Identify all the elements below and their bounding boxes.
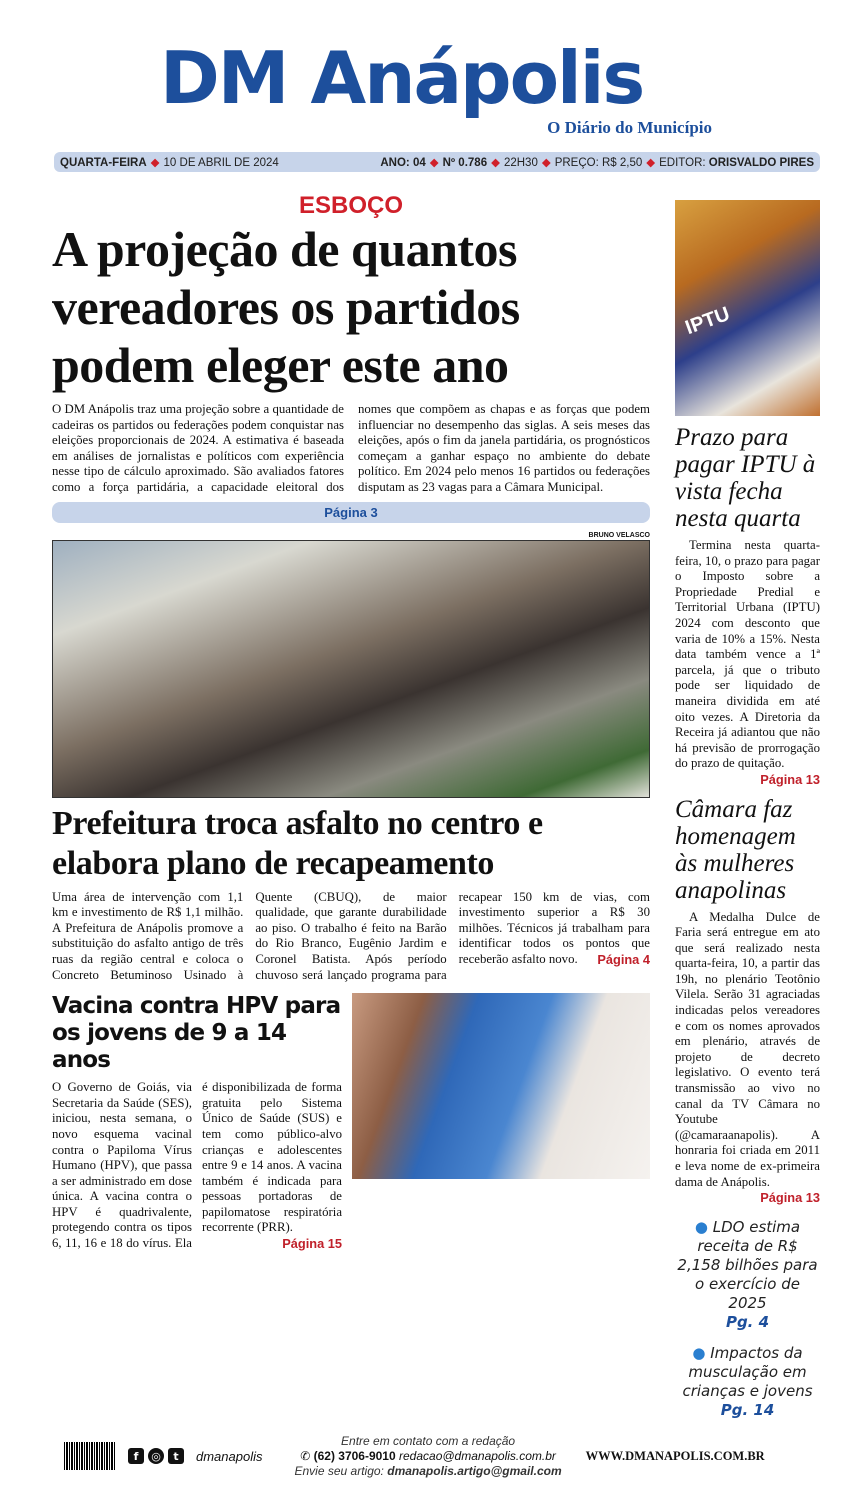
iptu-body [675,538,820,788]
year: ANO: 04 [380,157,426,169]
hpv-headline: Vacina contra HPV para os jovens de 9 a 14 anos [52,993,341,1074]
vaccine-photo [352,993,650,1179]
time: 22H30 [503,157,538,169]
asphalt-text: Uma área de intervenção com 1,1 km e investimento de R$ 1,1 milhão. A Prefeitura de Anápolis promove a substituição do asfalto antigo de três ruas da região central e coloca o Concreto Betuminoso Usinado à Quente (CBUQ), de maior qualidade, que garante durabilidade ao piso. O trabalho é feito na Barão do Rio Branco, Eugênio Jardim e Coronel Batista. Após período chuvoso será lançado programa para recapear 150 km de vias, com investimento superior a R$ 30 milhões. Técnicos já trabalham para identificar todos os pontos que receberão asfalto novo. [52,889,650,982]
footer [0,1420,860,1491]
hpv-page-link[interactable]: Página 15 [282,1236,342,1252]
twitter-icon[interactable]: t [168,1448,184,1464]
hpv-row [52,993,650,1252]
info-bar: QUARTA-FEIRA ◆ 10 DE ABRIL DE 2024 ANO: 04 ◆ Nº 0.786 ◆ 22H30 ◆ PREÇO: R$ 2,50 ◆ EDITOR: ORISVALDO PIRES [54,152,820,172]
article-email[interactable]: dmanapolis.artigo@gmail.com [387,1463,562,1478]
lead-headline: A projeção de quantos vereadores os partidos podem eleger este ano [52,221,520,393]
header [0,0,860,182]
issue-number: Nº 0.786 [442,157,488,169]
lead-body: O DM Anápolis traz uma projeção sobre a quantidade de cadeiras os partidos ou federações podem conquistar nas eleições proporcionais de 2024. A estimativa é baseada em análises de jornalistas e políticos com experiência nesse tipo de cálculo aproximado. São avaliados fatores como a força partidária, a capacidade eleitoral dos nomes que compõem as chapas e as forças que podem influenciar no desempenho das siglas. A seis meses das eleições, após o fim da janela partidária, os prognósticos começam a ganhar espaço no ambiente do debate político. Em 2024 pelo menos 16 partidos ou federações disputam as 23 vagas para a Câmara Municipal. [52,402,650,494]
right-column [675,192,820,1420]
asphalt-headline: Prefeitura troca asfalto no centro e elabora plano de recapeamento [52,804,543,882]
editor-label: EDITOR: [659,157,706,169]
whatsapp-icon: ✆ [300,1448,311,1463]
email[interactable]: redacao@dmanapolis.com.br [399,1448,556,1463]
weekday: QUARTA-FEIRA [60,157,147,169]
editor: ORISVALDO PIRES [708,157,814,169]
iptu-photo [675,200,820,416]
camara-headline: Câmara faz homenagem às mulheres anapolinas [675,795,796,904]
iptu-headline: Prazo para pagar IPTU à vista fecha nesta quarta [675,424,816,532]
phone: (62) 3706-9010 [313,1448,396,1463]
facebook-icon[interactable]: f [128,1448,144,1464]
masthead-subtitle: O Diário do Município [547,118,712,137]
masthead-logo [160,38,720,138]
main-column [52,192,650,1252]
contact-line [295,1449,562,1464]
price-label: PREÇO: [554,157,599,169]
social-handle: dmanapolis [196,1448,263,1464]
lead-kicker: ESBOÇO [298,192,403,219]
brief-text: LDO estima receita de R$ 2,158 bilhões para o exercício de 2025 [677,1217,818,1312]
masthead-title: DM Anápolis [160,36,644,120]
asphalt-page-link[interactable]: Página 4 [597,951,650,967]
barcode [64,1442,116,1470]
bullet-icon: ● [692,1343,706,1362]
hpv-article [52,993,342,1252]
brief-musculacao[interactable] [675,1344,820,1420]
content [0,182,860,1420]
hpv-text: O Governo de Goiás, via Secretaria da Saúde (SES), iniciou, nesta semana, o novo esquema vacinal contra o Papiloma Vírus Humano (HPV), que passa a ser administrado em dose única. A vacina contra o HPV é quadrivalente, protegendo contra os tipos 6, 11, 16 e 18 do vírus. Ela é disponibilizada de forma gratuita pelo Sistema Único de Saúde (SUS) e tem como público-alvo crianças e adolescentes entre 9 e 14 anos. A vacina também é indicada para pessoas portadoras de papilomatose respiratória recorrente (PRR). [52,1080,342,1251]
camara-page-link[interactable]: Página 13 [760,1190,820,1206]
brief-page: Pg. 4 [725,1312,770,1331]
asphalt-body [52,890,650,984]
camara-body [675,910,820,1206]
bullet-icon: ● [694,1217,708,1236]
photo-credit: BRUNO VELASCO [588,531,650,539]
iptu-text: Termina nesta quarta-feira, 10, o prazo para pagar o Imposto sobre a Propriedade Predial e Territorial Urbana (IPTU) 2024 com desconto que varia de 10% a 15%. Nesta data também vence a 1ª parcela, já que o tributo pode ser liquidado de maneira dividida em até oito vezes. A Diretoria da Receira já adiantou que não há previsão de prorrogação do prazo de quitação. [675,538,820,771]
brief-text: Impactos da musculação em crianças e jovens [682,1343,813,1400]
article-label: Envie seu artigo: [294,1463,384,1478]
brief-ldo[interactable] [675,1218,820,1332]
instagram-icon[interactable]: ◎ [148,1448,164,1464]
brief-page: Pg. 14 [720,1400,775,1419]
social-links [128,1448,263,1464]
contact-block [295,1434,562,1479]
lead-page-link[interactable]: Página 3 [52,502,650,523]
contact-label: Entre em contato com a redação [341,1433,516,1448]
website[interactable]: WWW.DMANAPOLIS.COM.BR [585,1448,765,1463]
iptu-image-text: IPTU [682,302,733,340]
date: 10 DE ABRIL DE 2024 [163,157,279,169]
article-line [295,1464,562,1479]
price: R$ 2,50 [602,157,643,169]
iptu-page-link[interactable]: Página 13 [760,771,820,787]
street-asphalt-photo [52,540,650,798]
hpv-body [52,1080,342,1252]
camara-text: A Medalha Dulce de Faria será entregue em ato que será realizado nesta quarta-feira, 10, a partir das 19h, no plenário Teotônio Vilela. Serão 31 agraciadas indicadas pelos vereadores e com os nomes aprovados em plenário, através de projeto de decreto legislativo. O evento terá transmissão ao vivo no canal da TV Câmara no Youtube (@camaraanapolis). A honraria foi criada em 2011 e leva nome de ex-primeira dama de Anápolis. [675,909,820,1189]
